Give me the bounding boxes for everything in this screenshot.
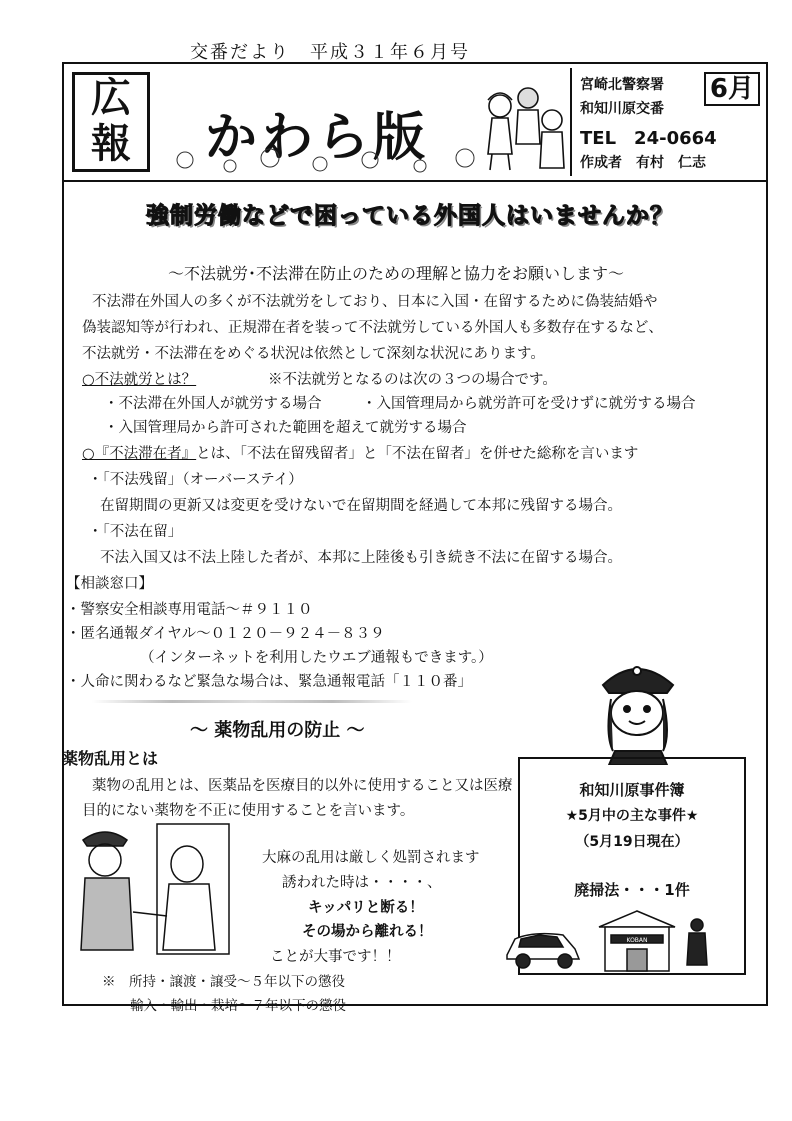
illegal-stay-label: ・「不法在留」 [88, 524, 183, 540]
q1-item-3: ・入国管理局から許可された範囲を超えて就労する場合 [104, 420, 467, 436]
masthead-title: かわら版 [205, 108, 430, 168]
overstay-label: ・「不法残留」（オーバーステイ） [88, 472, 303, 488]
intro-line-3: 不法就労・不法滞在をめぐる状況は依然として深刻な状況にあります。 [82, 346, 545, 362]
q1-label: ○不法就労とは？ [82, 372, 197, 388]
consult-line-emergency: ・人命に関わるなど緊急な場合は、緊急通報電話「１１０番」 [66, 674, 472, 690]
case-box-date: （5月19日現在） [575, 834, 689, 850]
penalty-line-2: 輸入・輸出・栽培～７年以下の懲役 [130, 998, 346, 1014]
q2-label: ○『不法滞在者』 [82, 446, 197, 462]
q2-text: とは、「不法在留残留者」と「不法在留者」を併せた総称を言います [196, 446, 639, 462]
q1-note: ※不法就労となるのは次の３つの場合です。 [268, 372, 557, 388]
warning-line-4: その場から離れる！ [302, 923, 433, 940]
flower-decoration [170, 140, 490, 178]
intro-line-2: 偽装認知等が行われ、正規滞在者を装って不法就労している外国人も多数存在するなど、 [82, 320, 663, 336]
q1-item-2: ・入国管理局から就労許可を受けずに就労する場合 [362, 396, 696, 412]
warning-line-5: ことが大事です！！ [270, 949, 401, 965]
case-box-title: 和知川原事件簿 [579, 781, 685, 799]
drug-heading: 薬物乱用とは [62, 749, 159, 768]
koho-badge [72, 72, 150, 172]
subheadline: ～不法就労･不法滞在防止のための理解と協力をお願いします～ [167, 264, 624, 283]
illegal-stay-text: 不法入国又は不法上陸した者が、本邦に上陸後も引き続き不法に在留する場合。 [100, 550, 622, 566]
koho-char-2: 報 [91, 121, 131, 167]
header-divider [62, 180, 768, 182]
warning-line-3: キッパリと断る！ [308, 899, 424, 916]
station-name: 宮崎北警察署 [580, 77, 664, 93]
month-badge: 6月 [704, 72, 760, 106]
koban-name: 和知川原交番 [580, 101, 664, 117]
drug-desc-line-1: 薬物の乱用とは、医薬品を医療目的以外に使用すること又は医療 [92, 778, 513, 794]
q1-item-1: ・不法滞在外国人が就労する場合 [104, 396, 322, 412]
koban-sign: KOBAN [626, 937, 648, 944]
warning-line-1: 大麻の乱用は厳しく処罰されます [262, 850, 480, 866]
consult-line-anonymous: ・匿名通報ダイヤル～０１２０－９２４－８３９ [66, 626, 385, 642]
overstay-text: 在留期間の更新又は変更を受けないで在留期間を経過して本邦に残留する場合。 [100, 498, 622, 514]
koban-scene-illustration-icon [503, 905, 718, 973]
police-officer-illustration-icon [585, 655, 690, 765]
warning-line-2: 誘われた時は・・・・、 [282, 875, 442, 891]
consult-title: 【相談窓口】 [66, 576, 153, 592]
penalty-line-1: ※ 所持・譲渡・譲受～５年以下の懲役 [102, 974, 345, 990]
drug-desc-line-2: 目的にない薬物を不正に使用することを言います。 [82, 803, 415, 819]
consult-line-web: （インターネットを利用したウエブ通報もできます。） [140, 650, 493, 666]
intro-line-1: 不法滞在外国人の多くが不法就労をしており、日本に入国・在留するために偽装結婚や [92, 294, 658, 310]
newsletter-issue-title: 交番だより 平成３１年６月号 [190, 42, 470, 63]
telephone-number: TEL 24-0664 [580, 128, 717, 149]
author-line: 作成者 有村 仁志 [580, 155, 706, 171]
children-illustration-icon [478, 84, 573, 174]
police-visit-illustration-icon [75, 820, 245, 960]
scan-smudge [92, 700, 412, 703]
main-headline: 強制労働などで困っている外国人はいませんか？ [146, 203, 674, 229]
case-box-subtitle: ★5月中の主な事件★ [565, 808, 699, 824]
station-info-box [570, 68, 764, 176]
case-box-item: 廃掃法・・・1件 [574, 881, 690, 899]
consult-line-police: ・警察安全相談専用電話～＃９１１０ [66, 602, 313, 618]
drug-section-title: ～ 薬物乱用の防止 ～ [190, 720, 365, 741]
koho-char-1: 広 [91, 75, 131, 121]
